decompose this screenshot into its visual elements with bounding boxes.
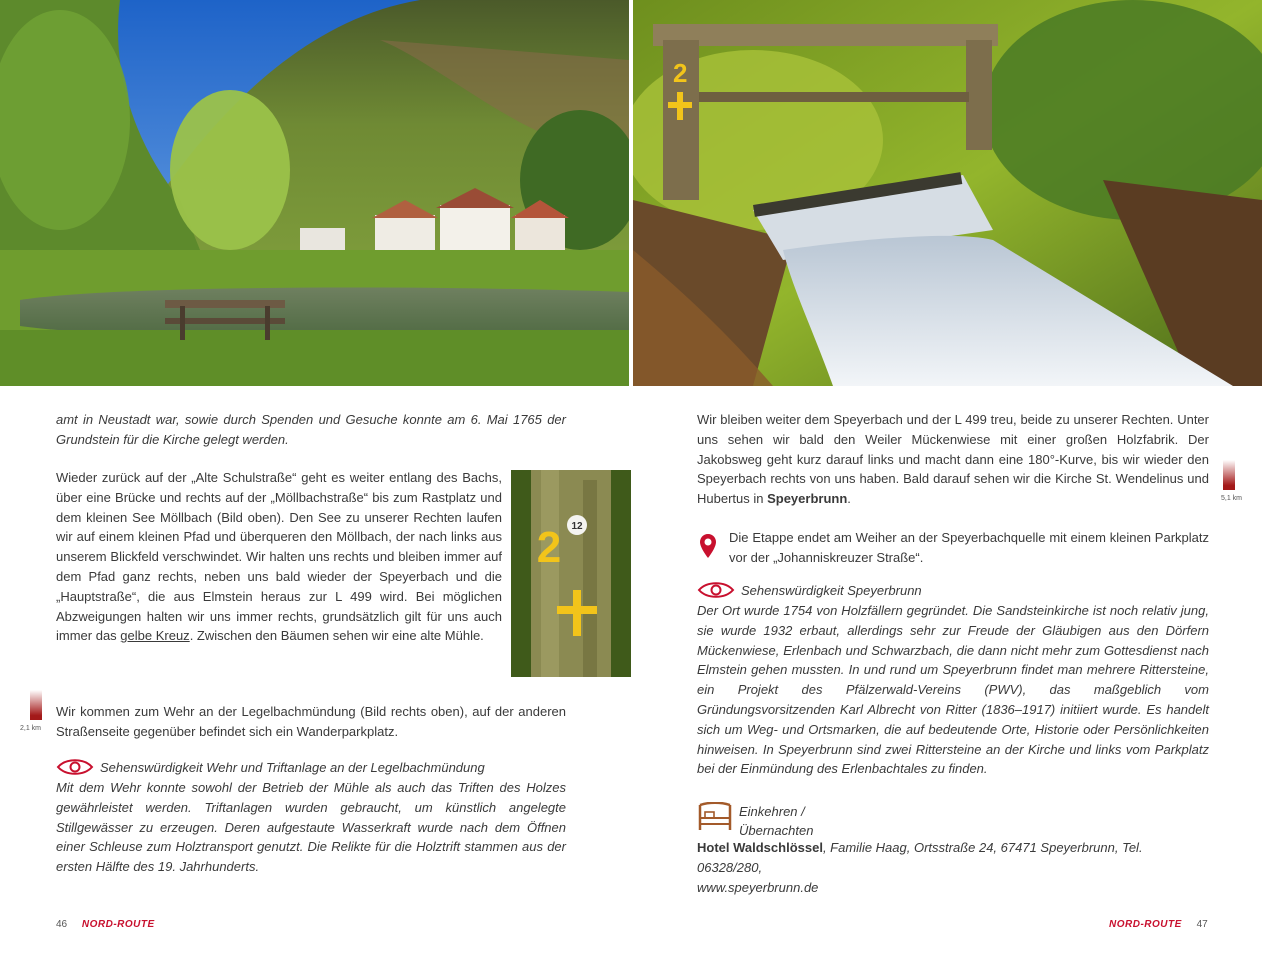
bed-icon <box>697 802 733 832</box>
location-pin-icon <box>699 533 717 564</box>
distance-marker-right <box>1223 460 1235 490</box>
sight-text-right: Der Ort wurde 1754 von Holzfällern gegründet. Die Sandsteinkirche ist noch relativ jung, sie wurde 1932 erbaut, allerdings sehr zur Freude der Gläubigen aus den Dörfern Mückenwiese, Erlenbach und Schwarzbach, die dann nicht mehr zum Gottesdienst nach Elmstein gehen mussten. In und rund um Speyerbrunn findet man mehrere Rittersteine, ein Projekt des Pfälzerwald-Vereins (PWV), das maßgeblich vom Gründungsvorsitzenden Karl Albrecht von Ritter (1836–1917) initiiert wurde. Es handelt sich um Weg- und Ortsmarken, die auf bedeutende Orte, Historie oder Persönlichkeiten hinweisen. In Speyerbrunn sind zwei Rittersteine an der Kirche und links vom Parkplatz bei der Einmündung des Erlenbachtales zu finden. <box>697 603 1209 777</box>
sight-heading-right: Sehenswürdigkeit Speyerbrunn <box>697 581 1197 599</box>
route-label: NORD-ROUTE <box>81 919 155 930</box>
weir-waterfall-photo <box>633 0 1262 386</box>
route-label-right: NORD-ROUTE <box>1109 919 1182 930</box>
eye-icon <box>697 581 735 599</box>
eye-icon <box>56 758 94 776</box>
weir-paragraph: Wir kommen zum Wehr an der Legelbachmündung (Bild rechts oben), auf der anderen Straßenseite gegenüber befindet sich ein Wanderparkplatz. <box>56 704 566 739</box>
distance-label: 2,1 km <box>20 725 42 732</box>
intro-paragraph: amt in Neustadt war, sowie durch Spenden und Gesuche konnte am 6. Mai 1765 der Grundstein für die Kirche gelegt werden. <box>56 412 566 447</box>
valley-lake-photo <box>0 0 629 386</box>
distance-label-right: 5,1 km <box>1221 495 1243 502</box>
route-paragraph-right: Wir bleiben weiter dem Speyerbach und der L 499 treu, beide zu unserer Rechten. Unter uns sehen wir bald den Weiler Mückenwiese mit einer großen Holzfabrik. Der Jakobsweg geht kurz darauf links und macht dann eine 180°-Kurve, bis wir wieder den Speyerbach rechts von uns haben. Bald darauf sehen wir die Kirche St. Wendelinus und Hubertus in Speyerbrunn. <box>697 412 1209 507</box>
left-footer <box>56 919 155 930</box>
route-paragraph: Wieder zurück auf der „Alte Schulstraße“ geht es weiter entlang des Bachs, über eine Brücke und rechts auf der „Möllbachstraße“ bis zum Rastplatz und dem kleinen See Möllbach (Bild oben). Den See zu unserer Rechten laufen wir auf einem kleinen Pfad und überqueren den Möllbach, der nach links aus unserem Blickfeld verschwindet. Wir halten uns rechts und bleiben immer auf dem Pfad ganz rechts, neben uns bald wieder der Speyerbach und die „Hauptstraße“, die aus Elmstein heraus zur L 499 wird. Bei möglichen Abzweigungen halten wir uns immer rechts, grundsätzlich gilt für uns auch immer das gelbe Kreuz. Zwischen den Bäumen sehen wir eine alte Mühle. <box>56 470 502 644</box>
page-number: 46 <box>56 919 68 930</box>
marker-number: 2 <box>536 523 562 572</box>
yellow-cross-link[interactable]: gelbe Kreuz <box>120 628 190 644</box>
marker-small-number: 12 <box>571 521 583 532</box>
hotel-name: Hotel Waldschlössel <box>697 840 823 855</box>
destination-paragraph: Die Etappe endet am Weiher an der Speyerbachquelle mit einem kleinen Parkplatz vor der „Johanniskreuzer Straße“. <box>729 530 1209 565</box>
sight-heading: Sehenswürdigkeit Wehr und Triftanlage an der Legelbachmündung <box>56 758 576 776</box>
right-footer <box>1109 919 1208 930</box>
sight-text: Mit dem Wehr konnte sowohl der Betrieb der Mühle als auch das Triften des Holzes gewährleistet werden. Triftanlagen wurden gebraucht, um künstlich angelegte Stillgewässer zu erzeugen. Deren aufgestaute Wasserkraft wurde nach dem Öffnen einer Schleuse zum Holztransport genutzt. Die Relikte für die Holztrift stammen aus der ersten Hälfte des 19. Jahrhunderts. <box>56 780 566 875</box>
page-number-right: 47 <box>1196 919 1208 930</box>
distance-marker <box>30 690 42 720</box>
stay-heading: Einkehren / Übernachten <box>697 802 813 840</box>
hotel-url[interactable]: www.speyerbrunn.de <box>697 879 819 895</box>
sign-number: 2 <box>673 58 688 88</box>
right-page <box>631 0 1262 960</box>
trail-marker-photo <box>511 470 631 677</box>
hotel-info: Hotel Waldschlössel, Familie Haag, Ortsstraße 24, 67471 Speyerbrunn, Tel. 06328/280, www.speyerbrunn.de <box>697 840 1143 895</box>
